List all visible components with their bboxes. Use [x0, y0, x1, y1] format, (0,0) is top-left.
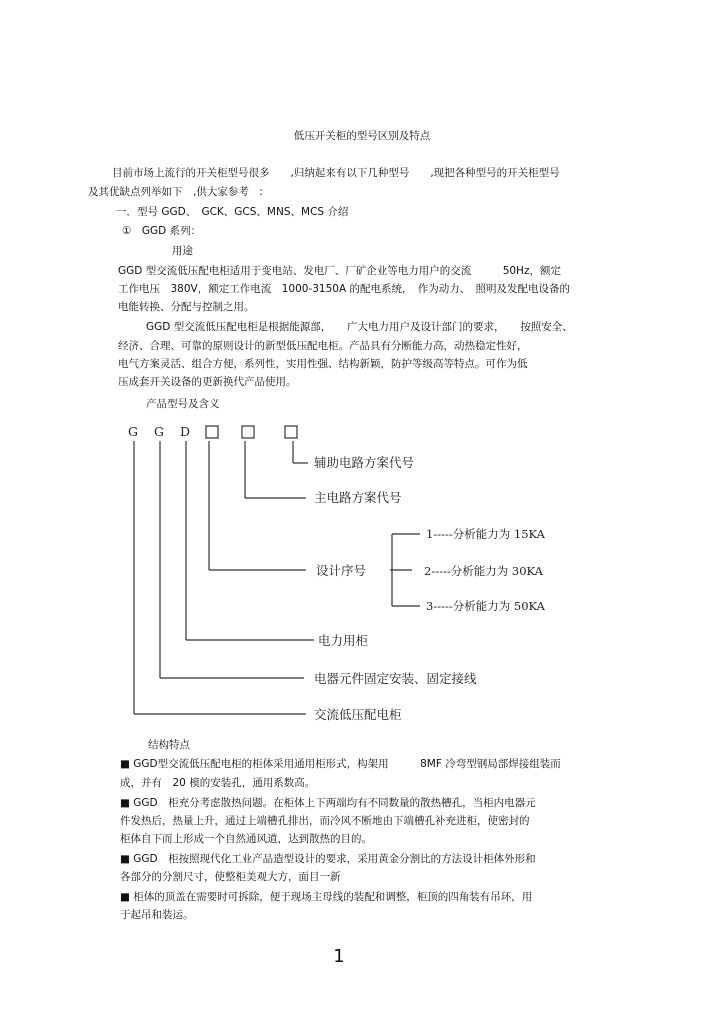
structure-line: 成，并有 20 模的安装孔，通用系数高。: [120, 777, 316, 789]
model-heading: 产品型号及含义: [146, 398, 220, 410]
page-number: 1: [333, 946, 345, 967]
page-title: 低压开关柜的型号区别及特点: [293, 130, 431, 142]
code-letter-d: D: [180, 424, 191, 439]
structure-line: ■ GGD 柜按照现代化工业产品造型设计的要求，采用黄金分割比的方法设计柜体外形和: [120, 853, 536, 865]
usage-p2-line: 压成套开关设备的更新换代产品使用。: [118, 376, 297, 388]
usage-p2-line: 电气方案灵活、组合方便，系列性，实用性强、结构新颖，防护等级高等特点。可作为低: [118, 358, 528, 370]
code-letter-g2: G: [154, 424, 164, 439]
structure-line: 柜体自下而上形成一个自然通风道，达到散热的目的。: [120, 833, 372, 845]
structure-line: ■ GGD 柜充分考虑散热问题。在柜体上下两端均有不同数量的散热槽孔，当柜内电器元: [120, 797, 536, 809]
label-aux-circuit: 辅助电路方案代号: [314, 455, 415, 470]
label-main-circuit: 主电路方案代号: [314, 490, 402, 505]
usage-p1-line: 电能转换、分配与控制之用。: [118, 301, 255, 313]
structure-line: ■ 柜体的顶盖在需要时可拆除，便于现场主母线的装配和调整，柜顶的四角装有吊环，用: [120, 891, 533, 903]
code-box: [206, 426, 218, 438]
code-box: [242, 426, 254, 438]
section-heading: 一．型号 GGD、 GCK、GCS、MNS、MCS 介绍: [116, 206, 349, 218]
structure-line: 件发热后，热量上升，通过上端槽孔排出，而冷风不断地由下端槽孔补充进柜，使密封的: [120, 815, 530, 827]
capacity-15ka: 1-----分析能力为 15KA: [426, 527, 545, 541]
intro-line-2: 及其优缺点列举如下 ,供大家参考 :: [88, 186, 263, 198]
usage-p2-line: 经济、合理、可靠的原则设计的新型低压配电柜。产品具有分断能力高，动热稳定性好，: [118, 340, 528, 352]
code-box: [285, 426, 297, 438]
label-design-number: 设计序号: [316, 563, 367, 578]
capacity-30ka: 2-----分析能力为 30KA: [424, 564, 543, 578]
structure-line: ■ GGD型交流低压配电柜的柜体采用通用柜形式，构架用 8MF 冷弯型钢局部焊接组装而: [120, 758, 561, 770]
usage-p1-line: 工作电压 380V，额定工作电流 1000-3150A 的配电系统， 作为动力、 照明及发配电设备的: [118, 283, 570, 295]
usage-p2-line: GGD 型交流低压配电柜是根据能源部， 广大电力用户及设计部门的要求， 按照安全、: [146, 321, 573, 333]
capacity-50ka: 3-----分析能力为 50KA: [426, 599, 545, 613]
code-letter-g1: G: [128, 424, 138, 439]
label-ac-cabinet: 交流低压配电柜: [314, 707, 402, 722]
label-power-cabinet: 电力用柜: [318, 633, 369, 648]
subsection-heading: ① GGD 系列：: [122, 225, 202, 237]
structure-line: 于起吊和装运。: [120, 909, 194, 921]
usage-p1-line: GGD 型交流低压配电柜适用于变电站、发电厂、厂矿企业等电力用户的交流 50Hz，额定: [118, 265, 561, 277]
structure-heading: 结构特点: [148, 739, 190, 751]
usage-heading: 用途: [172, 245, 193, 257]
intro-line-1: 目前市场上流行的开关柜型号很多 ,归纳起来有以下几种型号 ,现把各种型号的开关柜型号: [112, 167, 560, 179]
structure-line: 各部分的分割尺寸，使整柜美观大方，面目一新: [120, 871, 341, 883]
label-fixed-install: 电器元件固定安装、固定接线: [314, 671, 477, 686]
